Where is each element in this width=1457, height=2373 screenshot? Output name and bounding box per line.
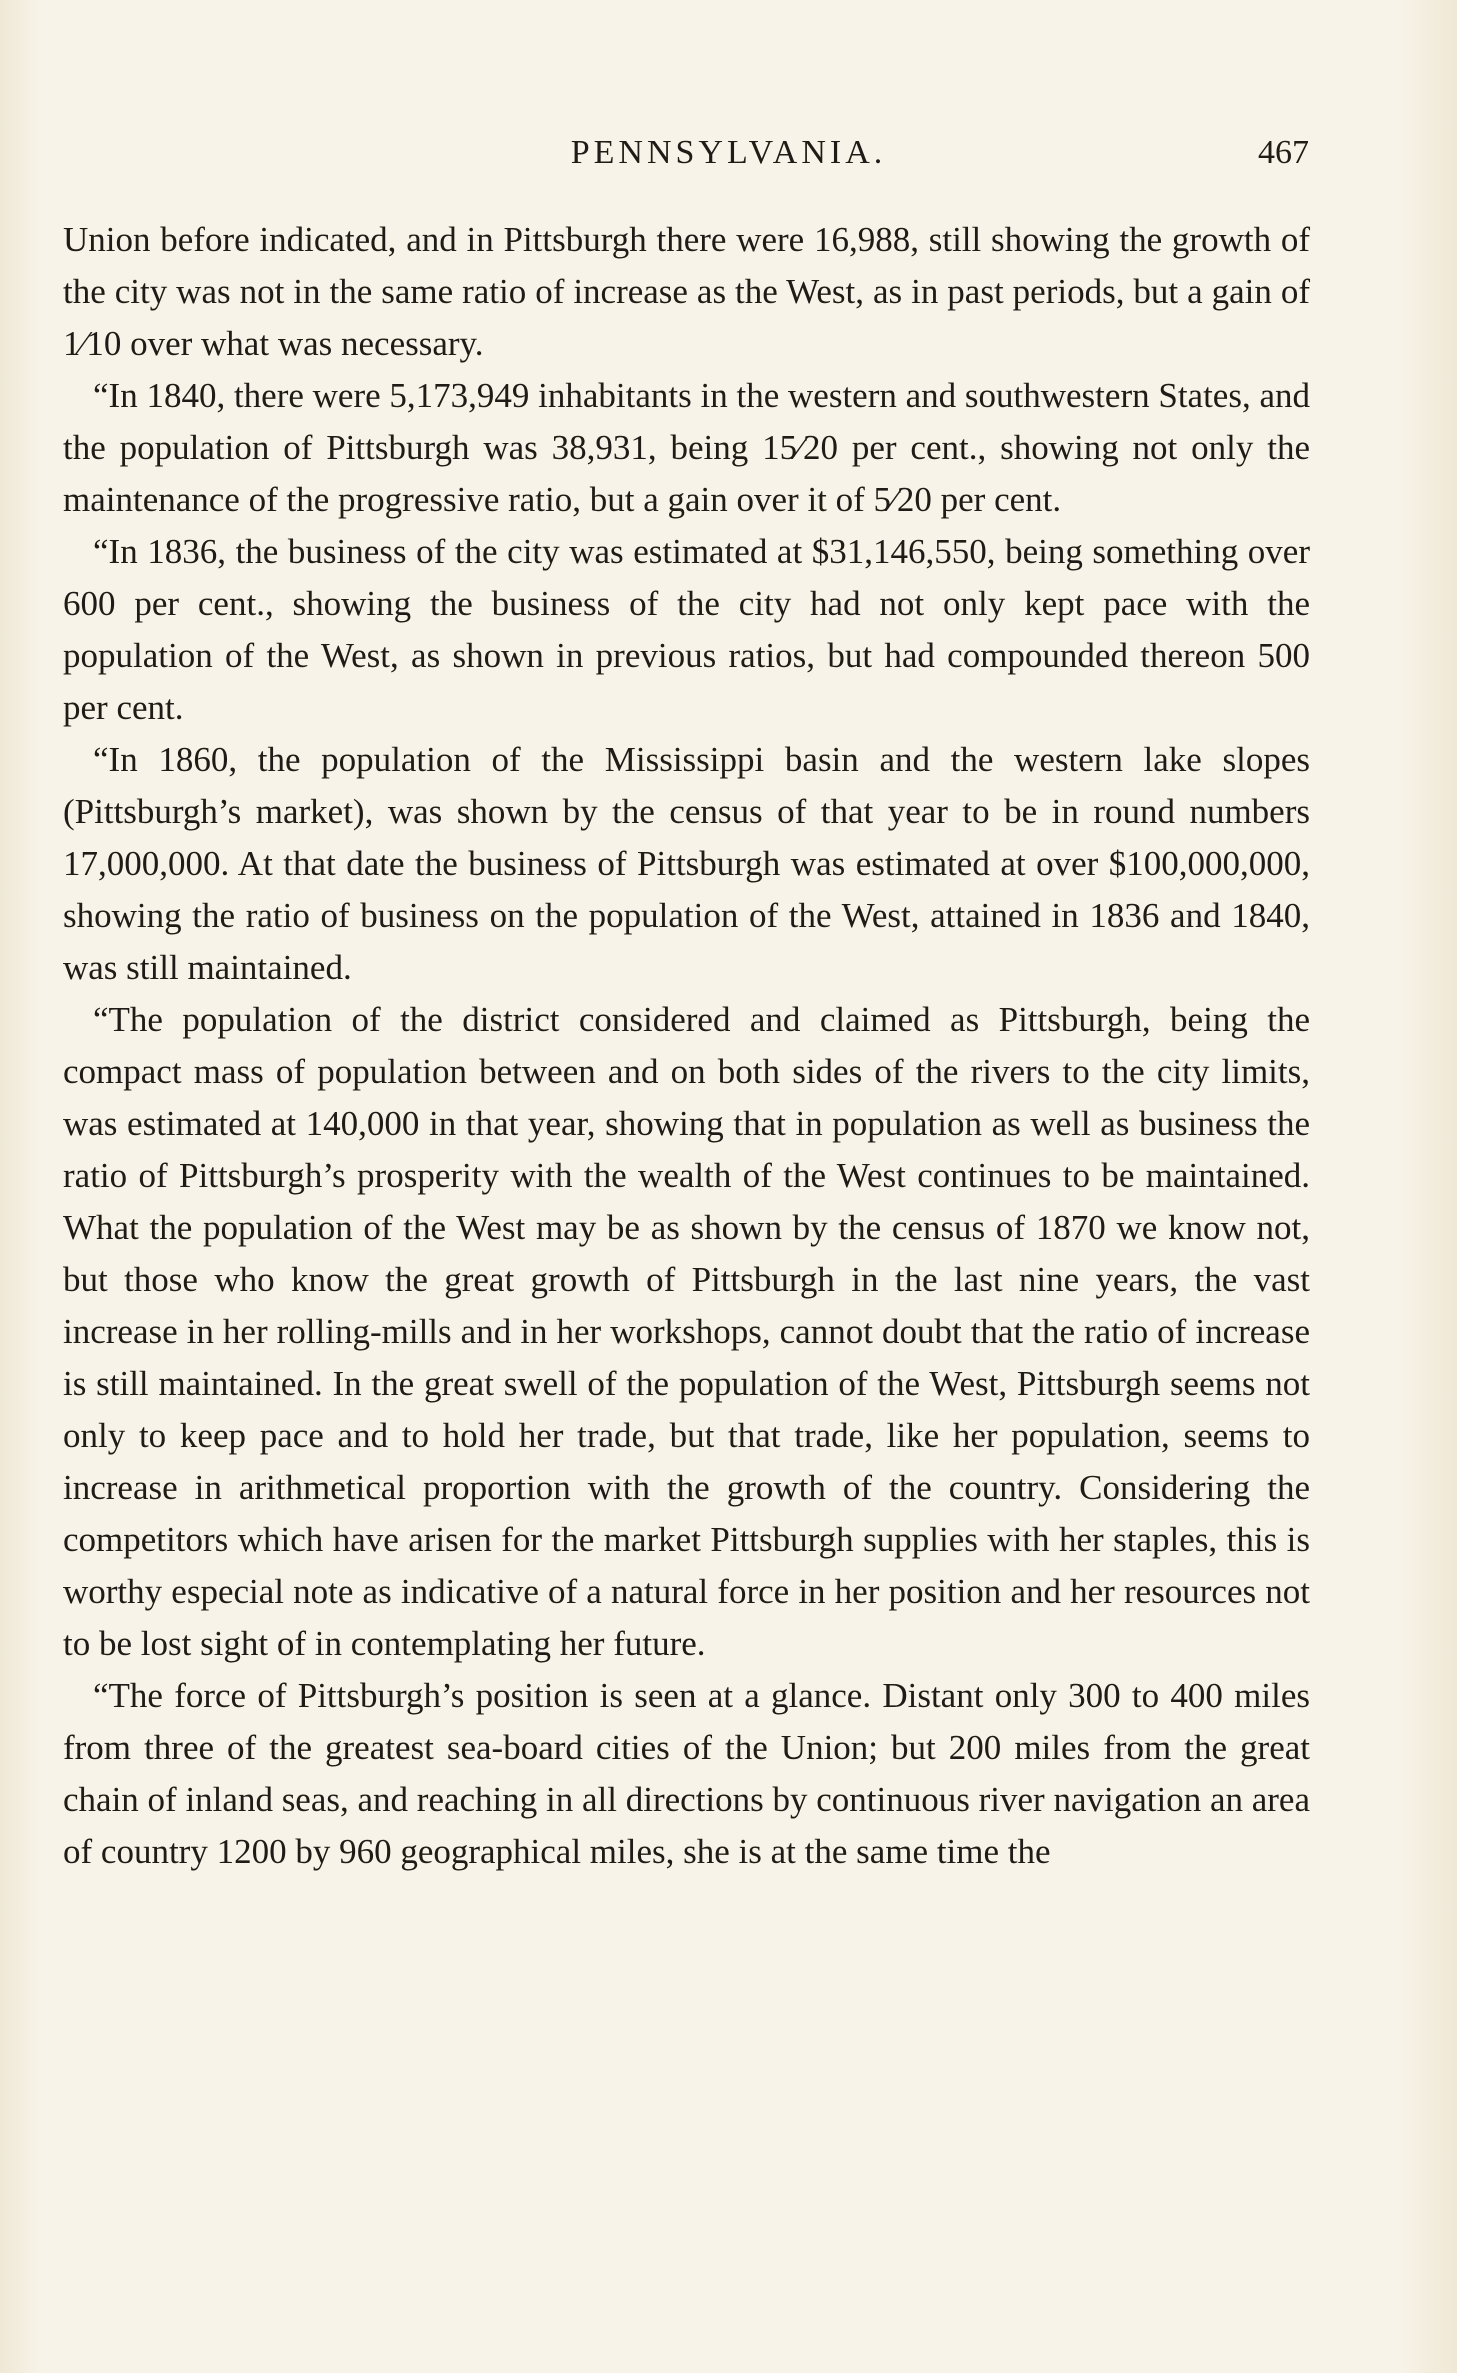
paragraph-2: “In 1840, there were 5,173,949 inhabitants in the western and southwestern States, and the population of Pittsburgh was 38,931, being 15⁄20 per cent., showing not only the maintenance of the progressive ratio, but a gain over it of 5⁄20 per cent. xyxy=(63,376,1310,519)
running-title: PENNSYLVANIA. xyxy=(570,134,887,171)
body-text xyxy=(63,214,1310,1878)
paragraph-1: Union before indicated, and in Pittsburgh there were 16,988, still showing the growth of the city was not in the same ratio of increase as the West, as in past periods, but a gain of 1⁄10 over what was necessary. xyxy=(63,220,1310,363)
page-number: 467 xyxy=(1258,134,1309,171)
paragraph-5: “The population of the district considered and claimed as Pittsburgh, being the compact mass of population between and on both sides of the rivers to the city limits, was estimated at 140,000 in that year, showing that in population as well as business the ratio of Pittsburgh’s prosperity with the wealth of the West continues to be maintained. What the population of the West may be as shown by the census of 1870 we know not, but those who know the great growth of Pittsburgh in the last nine years, the vast increase in her rolling-mills and in her workshops, cannot doubt that the ratio of increase is still maintained. In the great swell of the population of the West, Pittsburgh seems not only to keep pace and to hold her trade, but that trade, like her population, seems to increase in arithmetical proportion with the growth of the country. Considering the competitors which have arisen for the market Pittsburgh supplies with her staples, this is worthy especial note as indicative of a natural force in her position and her resources not to be lost sight of in contemplating her future. xyxy=(63,1000,1310,1663)
paragraph-4: “In 1860, the population of the Mississippi basin and the western lake slopes (Pittsburgh’s market), was shown by the census of that year to be in round numbers 17,000,000. At that date the business of Pittsburgh was estimated at over $100,000,000, showing the ratio of business on the population of the West, attained in 1836 and 1840, was still maintained. xyxy=(63,740,1310,987)
paragraph-3: “In 1836, the business of the city was estimated at $31,146,550, being something over 600 per cent., showing the business of the city had not only kept pace with the population of the West, as shown in previous ratios, but had compounded thereon 500 per cent. xyxy=(63,532,1310,727)
running-head xyxy=(0,128,1457,178)
paragraph-6: “The force of Pittsburgh’s position is seen at a glance. Distant only 300 to 400 miles from three of the greatest sea-board cities of the Union; but 200 miles from the great chain of inland seas, and reaching in all directions by continuous river navigation an area of country 1200 by 960 geographical miles, she is at the same time the xyxy=(63,1676,1310,1871)
